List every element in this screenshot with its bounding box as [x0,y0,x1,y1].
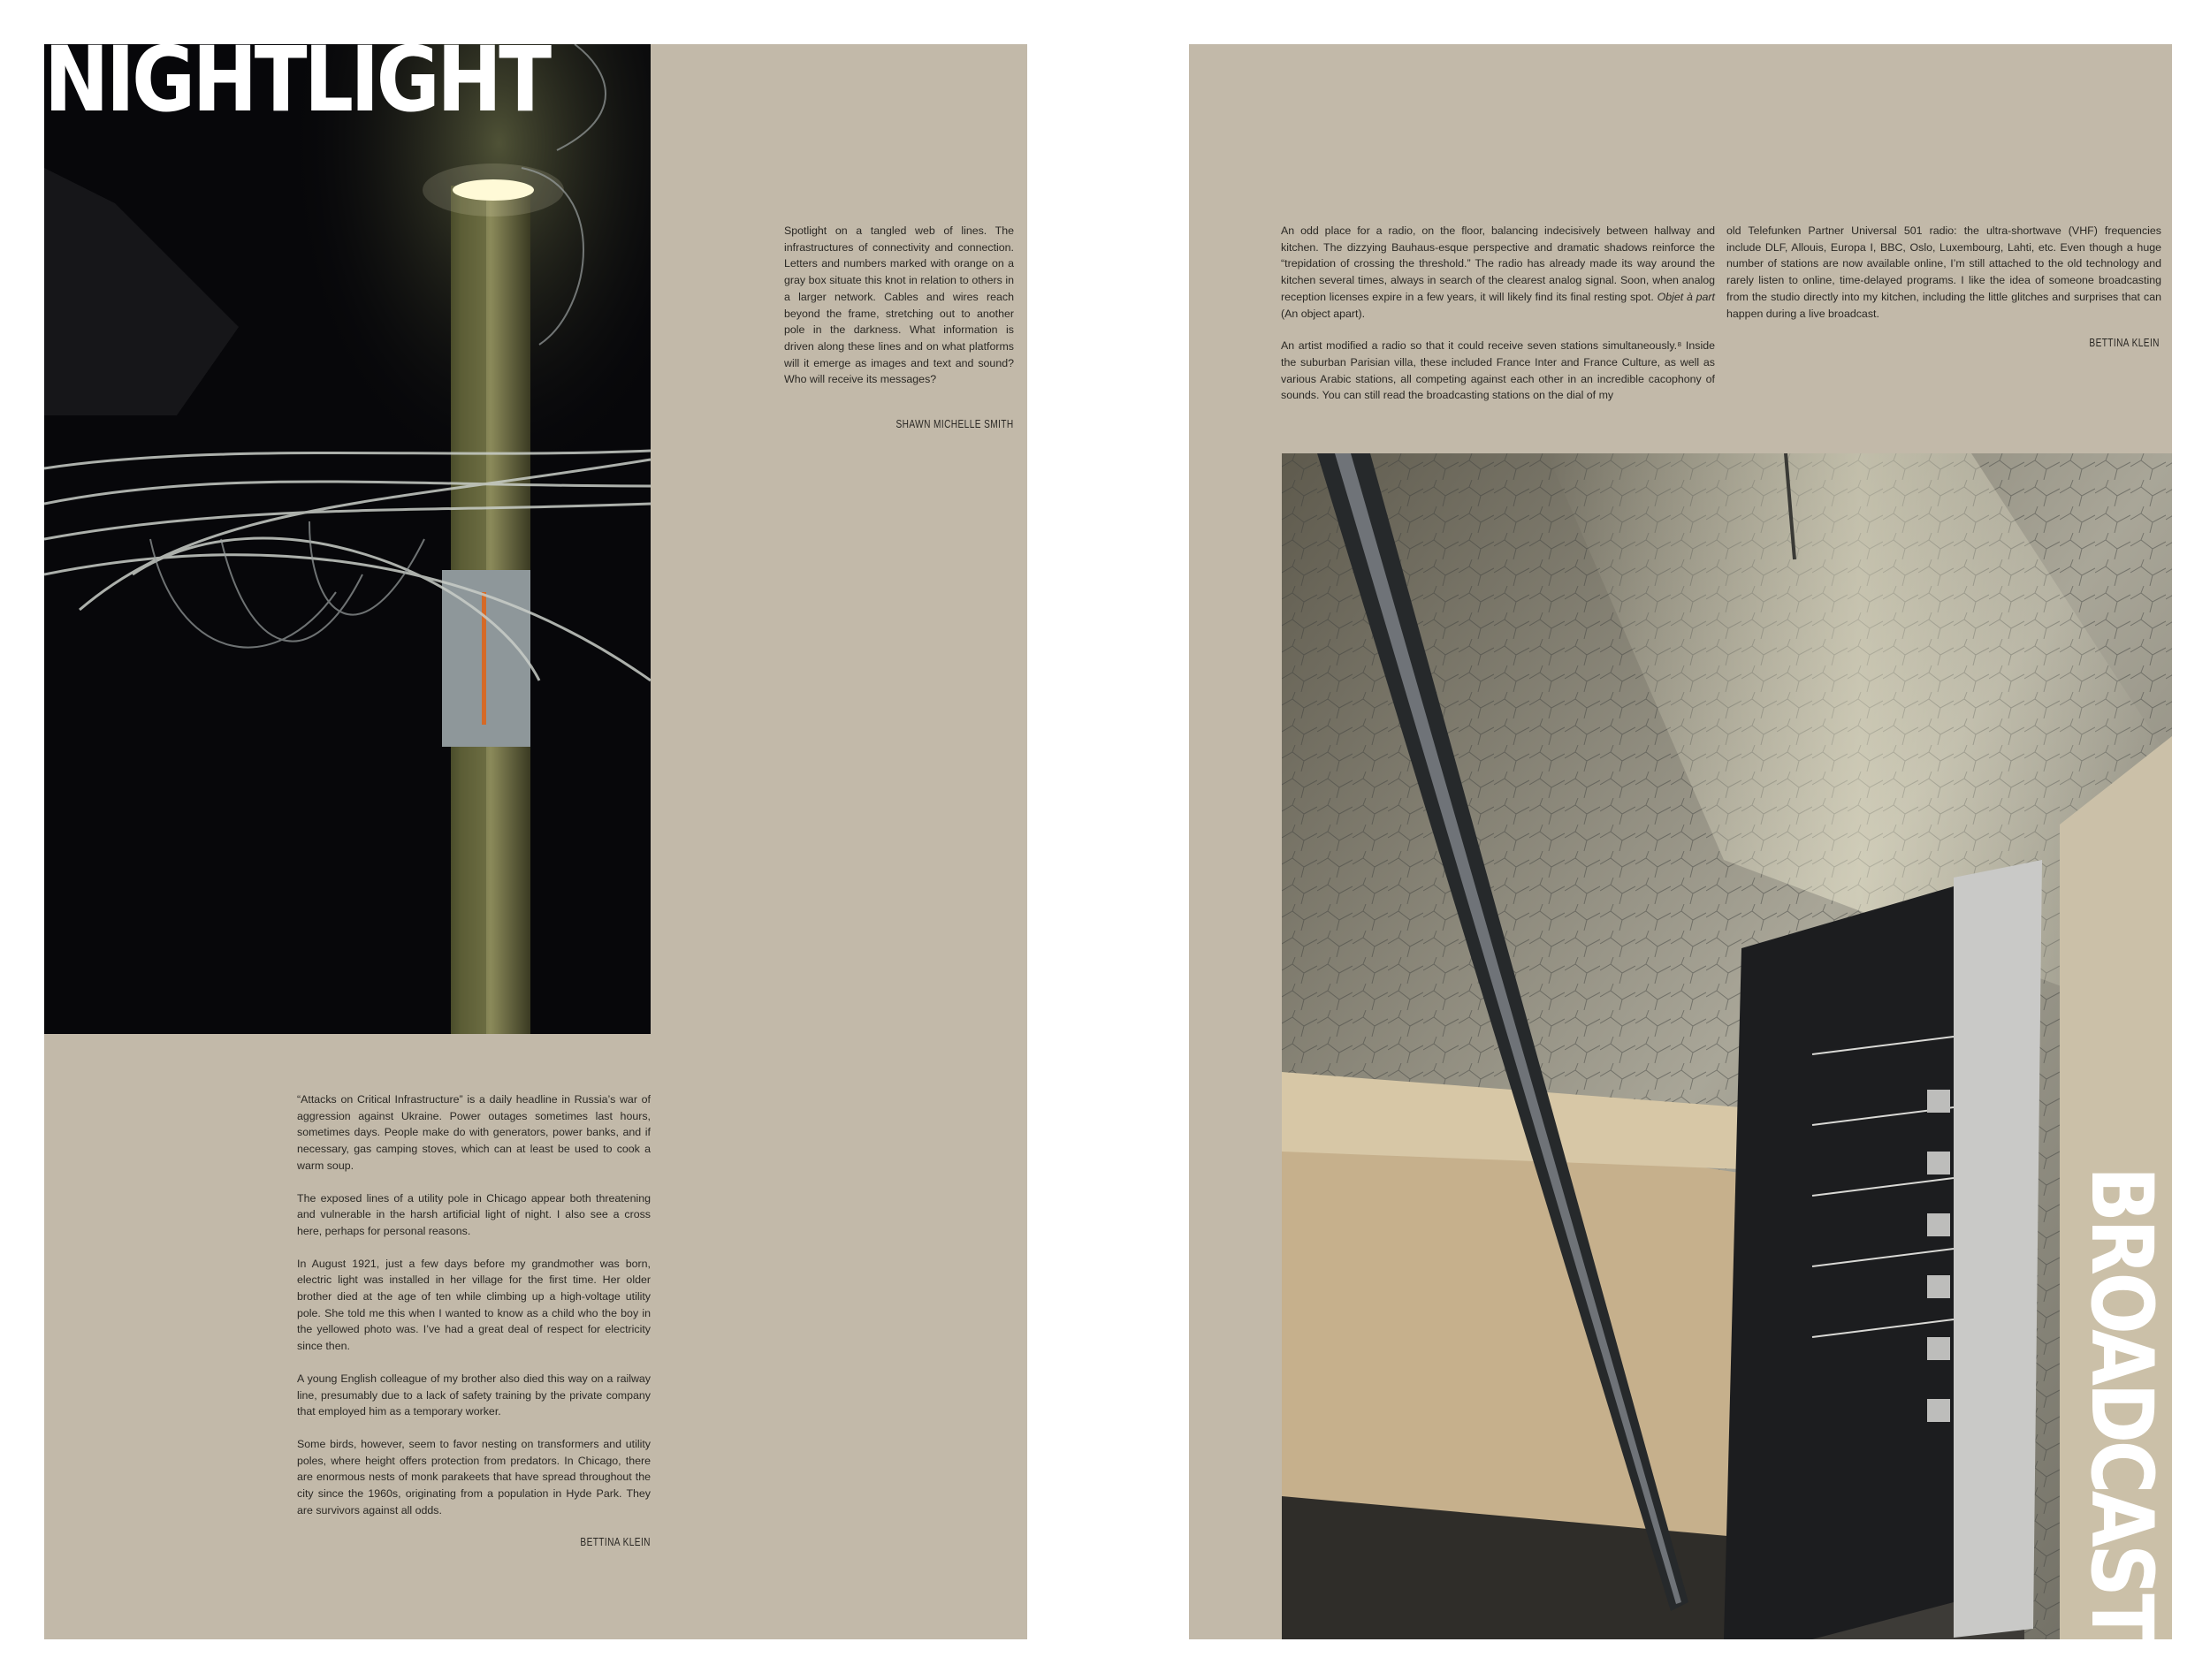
utility-pole-photo [44,44,651,1034]
radio-paragraph-1 [1281,223,1715,322]
utility-pole-image [44,44,651,1034]
attacks-text [297,1091,651,1534]
spotlight-byline: SHAWN MICHELLE SMITH [895,417,1014,430]
attacks-paragraph: The exposed lines of a utility pole in Chicago appear both threatening and vulnerable in the harsh artificial light of night. I also see a cross here, perhaps for personal reasons. [297,1191,651,1237]
radio-paragraph-1-text: An odd place for a radio, on the floor, balancing indecisively between hallway and kitchen. The dizzying Bauhaus-esque perspective and dramatic shadows reinforce the “trepidation of crossing the threshold.” The radio has already made its way around the kitchen several times, always in search of the clearest analog signal. Soon, when analog reception licenses expire in a few years, it will likely find its final resting spot. [1281,224,1715,303]
attacks-paragraph: Some birds, however, seem to favor nesting on transformers and utility poles, where height offers protection from predators. In Chicago, there are enormous nests of monk parakeets that have spread throughout the city since the 1960s, originating from a population in Hyde Park. They are survivors against all odds. [297,1437,651,1517]
attacks-byline: BETTINA KLEIN [580,1535,651,1548]
radio-text-column-1 [1281,223,1715,420]
radio-italic-phrase: Objet à part [1657,290,1715,303]
attacks-paragraph: A young English colleague of my brother also died this way on a railway line, presumably due to a lack of safety training by the private company that employed him as a temporary worker. [297,1372,651,1418]
nightlight-title: NIGHTLIGHT [44,27,549,133]
radio-byline: BETTINA KLEIN [2089,336,2160,349]
attacks-paragraph: In August 1921, just a few days before my grandmother was born, electric light was installed in her village for the first time. Her older brother died at the age of ten while climbing up a high-voltage utility pole. She told me this when I wanted to know as a child who the boy in the yellowed photo was. I’ve had a great deal of respect for electricity since then. [297,1257,651,1353]
broadcast-title: BROADCAST [2072,1167,2171,1641]
radio-paragraph-1-end: (An object apart). [1281,307,1366,320]
radio-image [1282,453,2172,1639]
spotlight-paragraph: Spotlight on a tangled web of lines. The infrastructures of connectivity and connection. Letters and numbers marked with orange on a gray box situate this knot in relation to others in a larger network. Cables and wires reach beyond the frame, stretching out to another pole in the darkness. What information is driven along these lines and on what platforms will it emerge as images and text and sound? Who will receive its messages? [784,224,1014,386]
radio-photo [1282,453,2172,1639]
radio-paragraph-2: An artist modified a radio so that it could receive seven stations simultaneously.⁸ Inside the suburban Parisian villa, these included France Inter and France Culture, as well as various Arabic stations, all competing against each other in an incredible cacophony of sounds. You can still read the broadcasting stations on the dial of my [1281,339,1715,402]
spotlight-text [784,223,1014,404]
radio-text-column-2 [1726,223,2161,338]
attacks-paragraph: “Attacks on Critical Infrastructure” is a daily headline in Russia’s war of aggression against Ukraine. Power outages sometimes last hours, sometimes days. People make do with generators, power banks, and if necessary, gas camping stoves, which can at least be used to cook a warm soup. [297,1093,651,1172]
radio-paragraph-3: old Telefunken Partner Universal 501 radio: the ultra-shortwave (VHF) frequencies include DLF, Allouis, Europa I, BBC, Oslo, Luxembourg, Lahti, etc. Even though a huge number of stations are now available online, I’m still attached to the old technology and rarely listen to online, time-delayed programs. I like the idea of someone broadcasting from the studio directly into my kitchen, including the little glitches and surprises that can happen during a live broadcast. [1726,224,2161,320]
